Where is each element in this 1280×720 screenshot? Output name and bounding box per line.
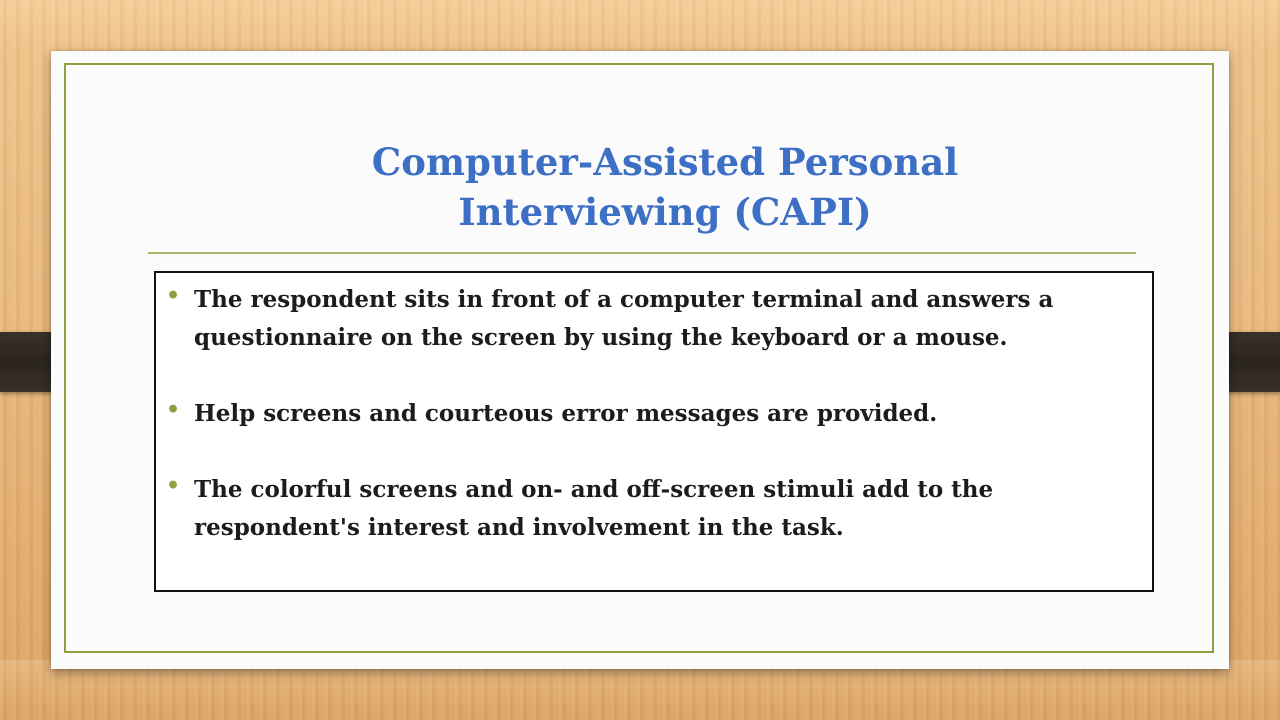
title-line-1: Computer-Assisted Personal — [371, 140, 959, 184]
bullet-text: Help screens and courteous error messages are provided. — [194, 400, 938, 427]
slide-title — [215, 137, 1115, 237]
title-line-2: Interviewing (CAPI) — [458, 190, 872, 234]
bullet-item — [166, 395, 1134, 433]
bullet-item — [166, 281, 1134, 357]
title-divider — [148, 252, 1136, 254]
wood-background-band — [0, 0, 1280, 50]
bullet-text: The respondent sits in front of a computer terminal and answers a questionnaire on the screen by using the keyboard or a mouse. — [194, 286, 1054, 351]
bullet-dot-icon: • — [166, 397, 181, 423]
slide-paper — [51, 51, 1229, 669]
bullet-item — [166, 471, 1134, 547]
bullet-dot-icon: • — [166, 473, 181, 499]
bullet-text: The colorful screens and on- and off-screen stimuli add to the respondent's interest and involvement in the task. — [194, 476, 994, 541]
bullet-dot-icon: • — [166, 283, 181, 309]
content-box — [154, 271, 1154, 592]
